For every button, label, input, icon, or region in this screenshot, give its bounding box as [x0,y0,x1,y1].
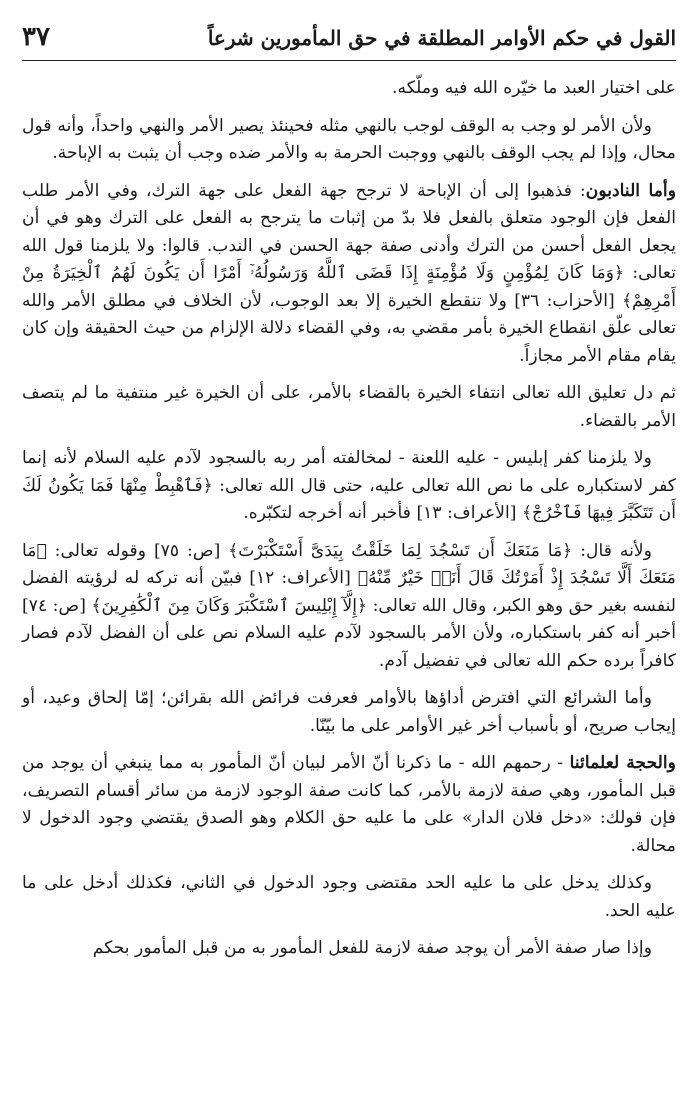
paragraph [22,113,676,168]
paragraph-text: وأما الشرائع التي افترض أداؤها بالأوامر فعرفت فرائض الله بقرائن؛ إمّا إلحاق وعيد، أو إيجاب صريح، أو بأسباب أخر غير الأوامر على ما بيّنّا. [22,688,676,736]
paragraph [22,445,676,528]
paragraph-text: ولا يلزمنا كفر إبليس - عليه اللعنة - لمخالفته أمر ربه بالسجود لآدم عليه السلام لأنه إنما كفر لاستكباره على ما نص الله تعالى عليه، حتى قال الله تعالى: ﴿فَٱهْبِطْ مِنْهَا فَمَا يَكُونُ لَكَ أَن تَتَكَبَّرَ فِيهَا فَٱخْرُجْ﴾ [الأعراف: ١٣] فأخبر أنه أخرجه لتكبّره. [22,448,676,523]
running-title: القول في حكم الأوامر المطلقة في حق المأمورين شرعاً [207,26,676,50]
paragraph-lead: وأما النادبون [585,180,676,201]
paragraph-text: ولأن الأمر لو وجب به الوقف لوجب بالنهي مثله فحينئذ يصير الأمر والنهي واحداً، وأنه قول محال، وإذا لم يجب الوقف بالنهي ووجبت الحرمة به والأمر ضده وجب أن يثبت به الإباحة. [22,115,676,163]
paragraph-text: وكذلك يدخل على ما عليه الحد مقتضى وجود الدخول في الثاني، فكذلك أدخل على ما عليه الحد. [22,873,676,921]
paragraph-text: - رحمهم الله - ما ذكرنا أنّ الأمر لبيان أنّ المأمور به مما ينبغي أن يوجد من قبل المأمور، وهي صفة لازمة بالأمر، كما كانت صفة الوجود لازمة من سائر أقسام التصريف، فإن قولك: «دخل فلان الدار» على ما عليه حق الكلام وهو الصدق يقتضي وجود الدخول لا محالة. [22,753,676,856]
paragraph-text: ثم دل تعليق الله تعالى انتفاء الخيرة بالقضاء بالأمر، على أن الخيرة غير منتفية ما لم يتصف الأمر بالقضاء. [22,383,676,431]
page-number: ٣٧ [22,22,50,52]
paragraph [22,935,676,963]
body-text [22,75,676,963]
paragraph [22,538,676,676]
page-header [22,20,676,61]
paragraph-text: وإذا صار صفة الأمر أن يوجد صفة لازمة للفعل المأمور به من قبل المأمور بحكم [92,938,652,958]
paragraph [22,380,676,435]
paragraph [22,685,676,740]
paragraph [22,750,676,860]
paragraph [22,178,676,371]
paragraph-text: ولأنه قال: ﴿مَا مَنَعَكَ أَن تَسْجُدَ لِمَا خَلَقْتُ بِيَدَىَّ أَسْتَكْبَرْتَ﴾ [ص: ٧٥] وقوله تعالى: ﴿مَا مَنَعَكَ أَلَّا تَسْجُدَ إِذْ أَمَرْتُكَ قَالَ أَنَا۠ خَيْرٌ مِّنْهُ﴾ [الأعراف: ١٢] فبيّن أنه تركه له لرؤيته الفضل لنفسه بغير حق وهو الكبر، وقال الله تعالى: ﴿إِلَّآ إِبْلِيسَ ٱسْتَكْبَرَ وَكَانَ مِنَ ٱلْكَٰفِرِينَ﴾ [ص: ٧٤] أخبر أنه كفر باستكباره، ولأن الأمر بالسجود لآدم عليه السلام نص على أن الفضل لآدم فصار كافراً برده حكم الله تعالى في تفضيل آدم. [22,540,677,671]
paragraph-lead: والحجة لعلمائنا [569,753,676,773]
paragraph [22,870,676,925]
paragraph-text: : فذهبوا إلى أن الإباحة لا ترجح جهة الفعل على جهة الترك، وفي الأمر طلب الفعل فإن الوجود متعلق بالفعل فلا بدّ من إثبات ما يترجح به الفعل على الترك وهو في أن يجعل الفعل أحسن من الترك وأدنى صفة جهة الحسن في الندب. قالوا: ولا يلزمنا قول الله تعالى: ﴿وَمَا كَانَ لِمُؤْمِنٍ وَلَا مُؤْمِنَةٍ إِذَا قَضَى ٱللَّهُ وَرَسُولُهُۥٓ أَمْرًا أَن يَكُونَ لَهُمُ ٱلْخِيَرَةُ مِنْ أَمْرِهِمْ﴾ [الأحزاب: ٣٦] ولا تنقطع الخيرة إلا بعد الوجوب، لأن الخلاف في مطلق الأمر والله تعالى علّق انقطاع الخيرة بأمر مقضي به، وفي القضاء دلالة الإلزام من حيث الحقيقة وإن كان يقام مقام الأمر مجازاً. [22,180,676,366]
paragraph-text: على اختيار العبد ما خيّره الله فيه وملّكه. [392,78,676,98]
paragraph [22,75,676,103]
document-page [22,20,676,1080]
